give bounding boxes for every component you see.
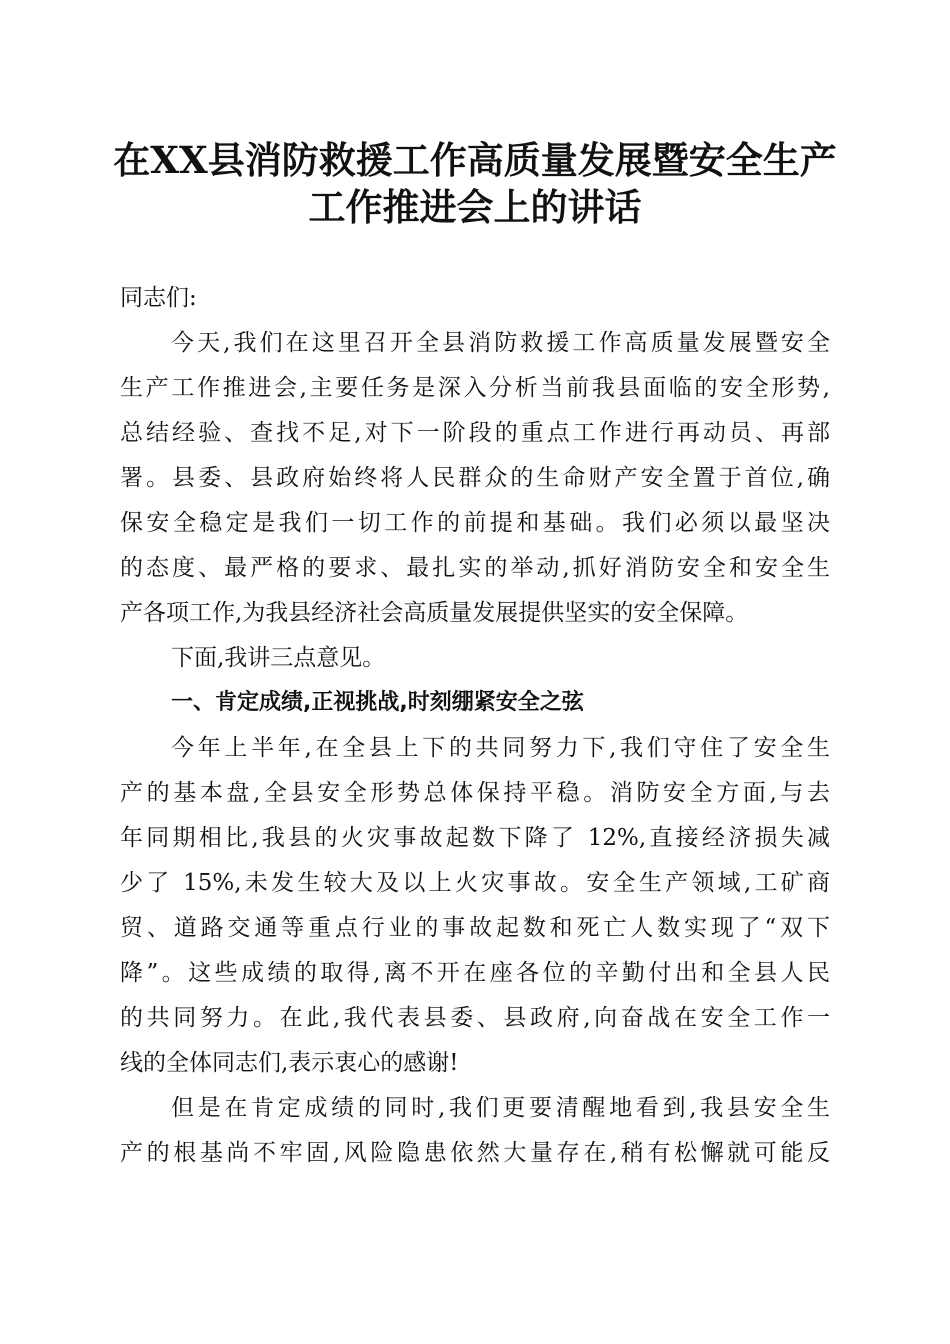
paragraph-1-line: 生产工作推进会,主要任务是深入分析当前我县面临的安全形势, xyxy=(120,375,830,401)
paragraph-1-line: 今天,我们在这里召开全县消防救援工作高质量发展暨安全 xyxy=(171,330,830,356)
paragraph-1-line: 总结经验、查找不足,对下一阶段的重点工作进行再动员、再部 xyxy=(120,420,830,446)
paragraph-1-line: 的态度、最严格的要求、最扎实的举动,抓好消防安全和安全生 xyxy=(120,555,830,581)
paragraph-3-line: 降”。这些成绩的取得,离不开在座各位的辛勤付出和全县人民 xyxy=(120,960,830,986)
section-heading-1: 一、肯定成绩,正视挑战,时刻绷紧安全之弦 xyxy=(171,690,584,715)
paragraph-4-line: 但是在肯定成绩的同时,我们更要清醒地看到,我县安全生 xyxy=(171,1095,830,1121)
document-title-line-2: 工作推进会上的讲话 xyxy=(308,185,642,229)
paragraph-1-line: 保安全稳定是我们一切工作的前提和基础。我们必须以最坚决 xyxy=(120,510,830,536)
paragraph-2: 下面,我讲三点意见。 xyxy=(171,645,386,671)
paragraph-3-line: 线的全体同志们,表示衷心的感谢! xyxy=(120,1050,459,1076)
paragraph-4-line: 产的根基尚不牢固,风险隐患依然大量存在,稍有松懈就可能反 xyxy=(120,1140,830,1166)
paragraph-3-line: 少了 15%,未发生较大及以上火灾事故。安全生产领域,工矿商 xyxy=(120,870,830,896)
paragraph-3-line: 贸、道路交通等重点行业的事故起数和死亡人数实现了“双下 xyxy=(120,915,830,941)
salutation: 同志们: xyxy=(120,285,197,311)
document-title-line-1: 在XX县消防救援工作高质量发展暨安全生产 xyxy=(113,138,837,182)
paragraph-3-line: 的共同努力。在此,我代表县委、县政府,向奋战在安全工作一 xyxy=(120,1005,830,1031)
paragraph-1-line: 署。县委、县政府始终将人民群众的生命财产安全置于首位,确 xyxy=(120,465,830,491)
paragraph-1-line: 产各项工作,为我县经济社会高质量发展提供坚实的安全保障。 xyxy=(120,600,749,626)
paragraph-3-line: 今年上半年,在全县上下的共同努力下,我们守住了安全生 xyxy=(171,735,830,761)
paragraph-3-line: 产的基本盘,全县安全形势总体保持平稳。消防安全方面,与去 xyxy=(120,780,830,806)
paragraph-3-line: 年同期相比,我县的火灾事故起数下降了 12%,直接经济损失减 xyxy=(120,825,830,851)
